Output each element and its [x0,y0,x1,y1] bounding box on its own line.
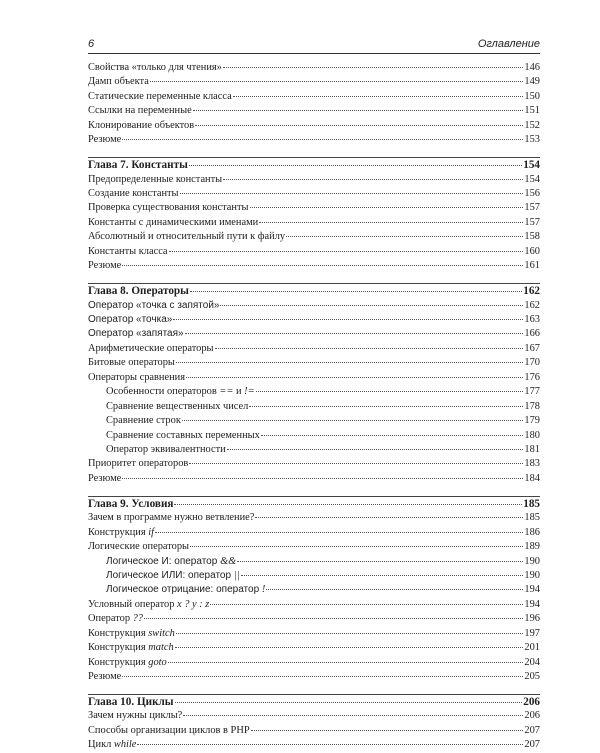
toc-entry-title [88,327,184,341]
toc-entry-title [106,443,226,457]
toc-title-part: Конструкция [88,656,149,668]
dot-leader [144,618,523,619]
toc-title-part: Глава 7. Константы [88,159,188,172]
toc-title-part: || [233,569,240,581]
toc-title-part: и [233,386,245,398]
toc-entry-title [106,583,265,597]
toc-page-number: 206 [524,710,540,722]
toc-entry[interactable] [88,457,540,471]
dot-leader [168,662,524,663]
dot-leader [227,449,524,450]
toc-entry-title [88,75,149,89]
dot-leader [175,702,523,703]
header-page-number: 6 [88,38,95,50]
toc-page-number: 149 [524,76,540,88]
dot-leader [190,291,522,292]
toc-title-part: x ? y : z [177,598,210,610]
dot-leader [189,463,523,464]
dot-leader [174,504,522,505]
toc-page-number: 157 [524,202,540,214]
toc-entry-title [88,158,188,172]
toc-entry-title [88,284,189,298]
toc-title-part: Логическое И: оператор [106,555,221,567]
dot-leader [250,207,524,208]
toc-entry-title [88,709,182,723]
toc-entry-title [106,429,260,443]
toc-entry[interactable] [88,342,540,356]
toc-entry-title [88,656,167,670]
toc-entry-title [88,612,143,626]
toc-title-part: while [113,739,137,751]
toc-title-part: && [220,555,237,567]
toc-page-number: 181 [524,443,540,455]
toc-entry-title [88,119,194,133]
toc-entry-title [88,738,136,752]
toc-page-number: 206 [523,695,540,708]
toc-title-part: Статические переменные класса [88,90,232,102]
toc-title-part: Сравнение строк [106,415,181,427]
toc-page-number: 162 [524,299,540,311]
toc-entry-title [88,497,173,511]
toc-title-part: Конструкция [88,642,149,654]
toc-page-number: 157 [524,216,540,228]
dot-leader [137,744,523,745]
toc-entry[interactable] [88,627,540,641]
toc-title-part: switch [148,627,175,639]
dot-leader [259,222,523,223]
toc-title-part: != [244,386,255,398]
toc-entry-title [88,342,214,356]
dot-leader [251,730,524,731]
toc-title-part: Оператор [88,613,133,625]
dot-leader [155,532,523,533]
toc-title-part: Битовые операторы [88,357,175,369]
toc-title-part: Приоритет операторов [88,458,189,470]
toc-entry[interactable] [88,429,540,443]
toc-page-number: 179 [524,415,540,427]
toc-page-number: 194 [524,598,540,610]
dot-leader [173,319,523,320]
toc-entry-title [88,299,219,313]
toc-entry-title [88,259,121,273]
toc-entry[interactable] [88,327,540,341]
dot-leader [193,110,524,111]
dot-leader [220,305,523,306]
toc-title-part: Логические операторы [88,541,190,553]
toc-title-part: if [148,526,155,538]
toc-page-number: 184 [524,472,540,484]
toc-page-number: 166 [524,328,540,340]
toc-title-part: Оператор «точка с запятой» [88,299,220,311]
toc-entry[interactable] [88,385,540,399]
toc-entry[interactable] [88,356,540,370]
toc-chapter[interactable] [88,158,540,172]
toc-chapter[interactable] [88,497,540,511]
toc-page-number: 205 [524,671,540,682]
toc-entry[interactable] [88,371,540,385]
toc-title-part: Логическое ИЛИ: оператор [106,569,234,581]
dot-leader [183,715,523,716]
toc-entry-title [88,472,121,486]
toc-title-part: Клонирование объектов [88,119,195,131]
toc-entry[interactable] [88,187,540,201]
toc-title-part: Конструкция [88,526,149,538]
toc-entry-title [88,627,175,641]
toc-entry[interactable] [88,61,540,75]
toc-page-number: 152 [524,119,540,131]
toc-title-part: Проверка существования константы [88,202,249,214]
toc-title-part: Создание константы [88,188,179,199]
toc-entry-title [88,187,179,201]
toc-title-part: match [148,642,174,654]
dot-leader [237,561,523,562]
toc-title-part: == [219,386,234,398]
toc-entry-title [88,61,222,75]
toc-title-part: Особенности операторов [106,386,220,398]
toc-entry[interactable] [88,641,540,655]
dot-leader [266,589,523,590]
toc-entry[interactable] [88,656,540,670]
dot-leader [241,575,524,576]
dot-leader [255,517,523,518]
toc-page-number: 207 [524,739,540,751]
toc-entry[interactable] [88,540,540,554]
toc-title-part: Способы организации циклов в PHP [88,724,250,736]
dot-leader [175,647,524,648]
dot-leader [195,125,523,126]
dot-leader [122,478,523,479]
toc-title-part: ?? [132,613,143,625]
toc-title-part: Константы с динамическими именами [88,216,259,228]
toc-title-part: Логическое отрицание: оператор [106,584,262,596]
dot-leader [261,435,524,436]
toc-entry-title [88,457,188,471]
toc-page-number: 185 [523,497,540,510]
toc-entry[interactable] [88,555,540,569]
toc-title-part: Свойства «только для чтения» [88,62,222,73]
toc-entry-title [88,641,174,655]
dot-leader [256,391,524,392]
toc-page-number: 160 [524,245,540,257]
toc-title-part: Глава 9. Условия [88,497,174,510]
toc-entry[interactable] [88,299,540,313]
toc-entry[interactable] [88,245,540,259]
toc-entry[interactable] [88,216,540,230]
dot-leader [122,676,523,677]
toc-page-number: 189 [524,541,540,553]
toc-title-part: Предопределенные константы [88,173,223,185]
toc-title-part: Условный оператор [88,598,178,610]
toc-title-part: goto [148,656,167,668]
toc-page-number: 176 [524,371,540,383]
toc-page-number: 183 [524,458,540,470]
toc-title-part: Резюме [88,472,122,484]
toc-page-number: 180 [524,429,540,441]
toc-page-number: 196 [524,613,540,625]
toc-page-number: 162 [523,285,540,298]
dot-leader [180,193,524,194]
toc-title-part: Резюме [88,134,122,146]
toc-entry[interactable] [88,119,540,133]
toc-entry[interactable] [88,75,540,89]
dot-leader [185,333,524,334]
toc-page-number: 170 [524,357,540,369]
dot-leader [182,420,524,421]
toc-page-number: 177 [524,386,540,398]
toc-entry-title [106,385,255,399]
toc-title-part: Арифметические операторы [88,342,214,354]
toc-page-number: 156 [524,188,540,199]
toc-title-part: ! [261,584,266,596]
toc-entry[interactable] [88,583,540,597]
dot-leader [215,348,524,349]
toc-entry[interactable] [88,400,540,414]
dot-leader [189,165,522,166]
toc-entry-title [106,400,248,414]
toc-title-part: Сравнение составных переменных [106,429,260,441]
toc-entry-title [106,414,181,428]
toc-page-number: 163 [524,314,540,325]
toc-page-number: 190 [524,569,540,581]
dot-leader [223,67,524,68]
toc-entry[interactable] [88,612,540,626]
toc-page-number: 158 [524,231,540,243]
toc-entry-title [88,230,285,244]
toc-title-part: Зачем нужны циклы? [88,710,183,722]
dot-leader [122,139,523,140]
header-rule [88,53,540,54]
dot-leader [169,251,524,252]
toc-entry-title [88,526,154,540]
toc-entry[interactable] [88,569,540,583]
toc-title-part: Ссылки на переменные [88,105,192,117]
toc-entry[interactable] [88,230,540,244]
toc-entry-title [106,555,236,569]
toc-page-number: 146 [524,62,540,73]
toc-entry-title [88,511,254,525]
toc-entry[interactable] [88,511,540,525]
dot-leader [286,236,523,237]
toc-page-number: 161 [524,260,540,272]
toc-entry[interactable] [88,526,540,540]
toc-entry-title [88,90,232,104]
toc-page-number: 151 [524,105,540,117]
toc-entry-title [88,245,168,259]
header-title: Оглавление [477,38,540,50]
toc-entry[interactable] [88,472,540,486]
toc-entry-title [88,695,174,709]
toc-page-number: 178 [524,400,540,412]
toc-entry-title [88,201,249,215]
toc-entry-title [88,133,121,147]
toc-page-number: 185 [524,512,540,524]
toc-page-number: 167 [524,342,540,354]
toc-entry-title [88,216,258,230]
dot-leader [233,96,524,97]
toc-entry-title [88,598,209,612]
toc-page-number: 207 [524,724,540,736]
toc-entry[interactable] [88,133,540,147]
toc-entry[interactable] [88,104,540,118]
dot-leader [176,362,524,363]
toc-page-number: 153 [524,134,540,146]
toc-title-part: Резюме [88,260,122,272]
toc-page-number: 186 [524,526,540,538]
toc-entry[interactable] [88,738,540,752]
toc-title-part: Глава 10. Циклы [88,695,174,708]
toc-page-number: 154 [524,173,540,185]
toc-page-number: 201 [524,642,540,654]
toc-entry[interactable] [88,724,540,738]
toc-entry-title [88,173,222,187]
dot-leader [223,179,523,180]
dot-leader [190,546,523,547]
toc-entry-title [88,670,121,684]
dot-leader [249,406,523,407]
dot-leader [150,81,524,82]
toc-page-number: 204 [524,656,540,668]
toc-entry[interactable] [88,173,540,187]
toc-page-number: 154 [523,159,540,172]
toc-entry[interactable] [88,259,540,273]
dot-leader [186,377,523,378]
toc-page-number: 197 [524,627,540,639]
toc-entry[interactable] [88,313,540,327]
toc-title-part: Сравнение вещественных чисел [106,400,249,412]
table-of-contents [88,61,540,753]
toc-entry-title [106,569,240,583]
toc-title-part: Оператор эквивалентности [106,443,226,455]
toc-entry-title [88,356,175,370]
toc-page-number: 150 [524,90,540,102]
toc-title-part: Конструкция [88,627,149,639]
toc-entry-title [88,313,172,327]
toc-entry[interactable] [88,709,540,723]
toc-title-part: Резюме [88,671,122,682]
toc-entry-title [88,371,185,385]
toc-chapter[interactable] [88,284,540,298]
toc-title-part: Оператор «запятая» [88,328,184,340]
toc-entry[interactable] [88,598,540,612]
toc-entry[interactable] [88,414,540,428]
running-header [88,38,540,50]
toc-entry-title [88,104,192,118]
toc-entry-title [88,540,189,554]
toc-title-part: Константы класса [88,245,168,257]
toc-entry[interactable] [88,201,540,215]
toc-entry[interactable] [88,443,540,457]
toc-title-part: Цикл [88,739,114,751]
toc-page-number: 194 [524,584,540,596]
toc-title-part: Глава 8. Операторы [88,285,189,298]
dot-leader [176,633,524,634]
toc-title-part: Операторы сравнения [88,371,185,383]
toc-page-number: 190 [524,555,540,567]
toc-title-part: Абсолютный и относительный пути к файлу [88,231,286,243]
toc-chapter[interactable] [88,695,540,709]
toc-entry[interactable] [88,670,540,684]
dot-leader [122,265,523,266]
dot-leader [210,604,523,605]
toc-entry-title [88,724,250,738]
toc-title-part: Зачем в программе нужно ветвление? [88,512,255,524]
toc-title-part: Оператор «точка» [88,314,173,325]
toc-title-part: Дамп объекта [88,76,149,88]
toc-entry[interactable] [88,90,540,104]
